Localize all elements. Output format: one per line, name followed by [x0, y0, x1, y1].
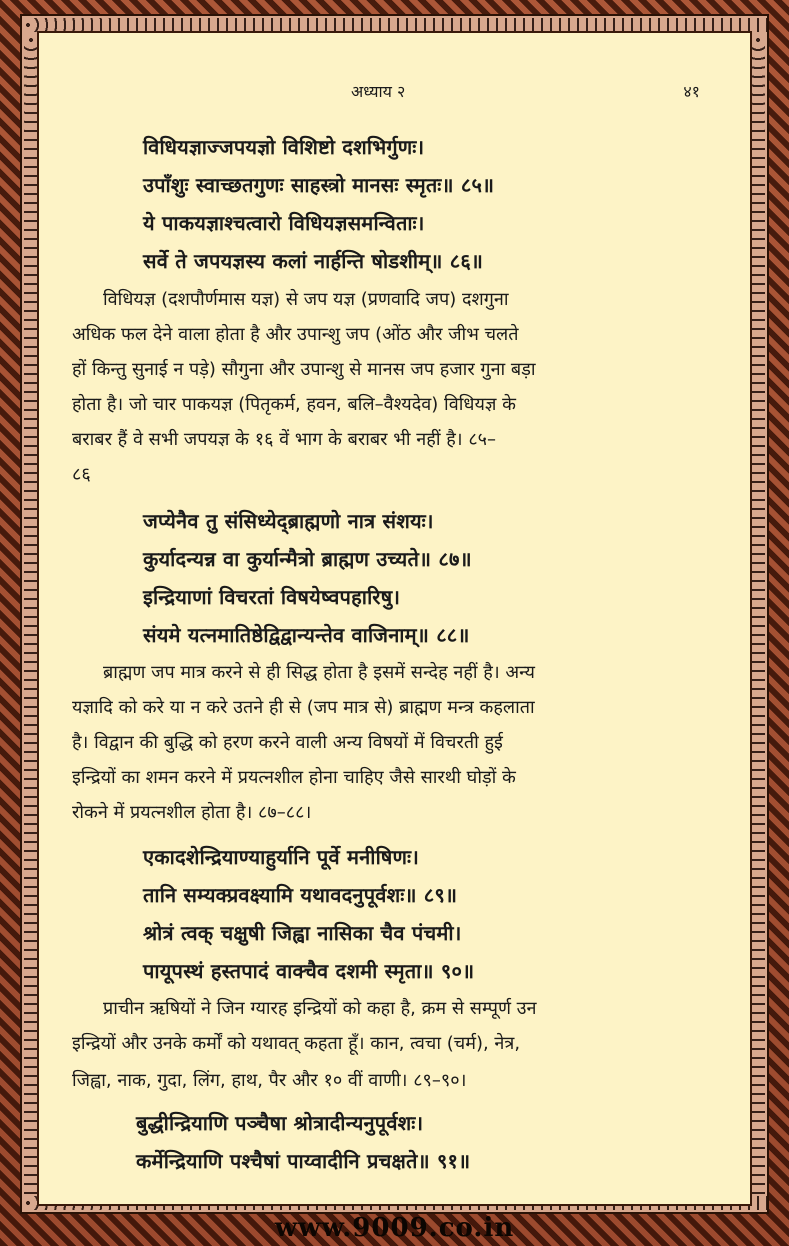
commentary-line: इन्द्रियों का शमन करने में प्रयत्नशील होना चाहिए जैसे सारथी घोड़ों के — [72, 767, 516, 788]
page-header — [39, 80, 750, 104]
commentary-line: ८६ — [72, 464, 91, 485]
commentary-line: प्राचीन ऋषियों ने जिन ग्यारह इन्द्रियों को कहा है, क्रम से सम्पूर्ण उन — [103, 998, 537, 1019]
commentary-line: हों किन्तु सुनाई न पड़े) सौगुना और उपान्शु से मानस जप हजार गुना बड़ा — [72, 359, 536, 380]
verse-line: एकादशेन्द्रियाण्याहुर्यानि पूर्वे मनीषिणः। — [143, 845, 420, 869]
commentary-line: यज्ञादि को करे या न करे उतने ही से (जप मात्र से) ब्राह्मण मन्त्र कहलाता — [72, 697, 535, 718]
page-number: ४१ — [683, 82, 700, 101]
chapter-title: अध्याय २ — [351, 82, 406, 101]
ornament-top — [22, 18, 767, 32]
verse-line: पायूपस्थं हस्तपादं वाक्चैव दशमी स्मृता॥ ९०॥ — [143, 959, 475, 983]
verse-line: ये पाकयज्ञाश्चत्वारो विधियज्ञसमन्विताः। — [143, 211, 425, 235]
verse-line: उपाँशुः स्वाच्छतगुणः साहस्त्रो मानसः स्मृतः॥ ८५॥ — [143, 173, 495, 197]
commentary-line: बराबर हैं वे सभी जपयज्ञ के १६ वें भाग के बराबर भी नहीं है। ८५– — [72, 429, 497, 450]
verse-line: संयमे यत्नमातिष्ठेद्विद्वान्यन्तेव वाजिनाम्॥ ८८॥ — [143, 623, 470, 647]
verse-line: श्रोत्रं त्वक् चक्षुषी जिह्वा नासिका चैव पंचमी। — [143, 921, 462, 945]
verse-line: विधियज्ञाज्जपयज्ञो विशिष्टो दशभिर्गुणः। — [143, 135, 425, 159]
verse-line: कर्मेन्द्रियाणि पश्चैषां पाय्वादीनि प्रचक्षते॥ ९१॥ — [136, 1149, 471, 1173]
verse-line: सर्वे ते जपयज्ञस्य कलां नार्हन्ति षोडशीम्॥ ८६॥ — [143, 249, 484, 273]
commentary-line: ब्राह्मण जप मात्र करने से ही सिद्ध होता है इसमें सन्देह नहीं है। अन्य — [103, 662, 535, 683]
verse-line: तानि सम्यक्प्रवक्ष्यामि यथावदनुपूर्वशः॥ ८९॥ — [143, 883, 458, 907]
ornament-right — [751, 34, 765, 1194]
website-watermark: www.9009.co.in — [274, 1213, 515, 1243]
verse-line: बुद्धीन्द्रियाणि पञ्चैषा श्रोत्रादीन्यनुपूर्वशः। — [136, 1111, 424, 1135]
book-page — [37, 31, 752, 1206]
verse-line: कुर्यादन्यन्न वा कुर्यान्मैत्रो ब्राह्मण उच्यते॥ ८७॥ — [143, 547, 472, 571]
commentary-line: इन्द्रियों और उनके कर्मों को यथावत् कहता हूँ। कान, त्वचा (चर्म), नेत्र, — [72, 1033, 521, 1054]
commentary-line: अधिक फल देने वाला होता है और उपान्शु जप (ओंठ और जीभ चलते — [72, 324, 519, 345]
commentary-line: रोकने में प्रयत्नशील होता है। ८७–८८। — [72, 802, 312, 823]
commentary-line: है। विद्वान की बुद्धि को हरण करने वाली अन्य विषयों में विचरती हुई — [72, 732, 503, 753]
commentary-line: विधियज्ञ (दशपौर्णमास यज्ञ) से जप यज्ञ (प्रणवादि जप) दशगुना — [103, 289, 509, 310]
commentary-line: होता है। जो चार पाकयज्ञ (पितृकर्म, हवन, बलि–वैश्यदेव) विधियज्ञ के — [72, 394, 516, 415]
ornament-left — [24, 34, 38, 1194]
verse-line: जप्येनैव तु संसिध्येद्ब्राह्मणो नात्र संशयः। — [143, 509, 434, 533]
verse-line: इन्द्रियाणां विचरतां विषयेष्वपहारिषु। — [143, 585, 401, 609]
commentary-line: जिह्वा, नाक, गुदा, लिंग, हाथ, पैर और १० वीं वाणी। ८९–९०। — [72, 1070, 467, 1091]
